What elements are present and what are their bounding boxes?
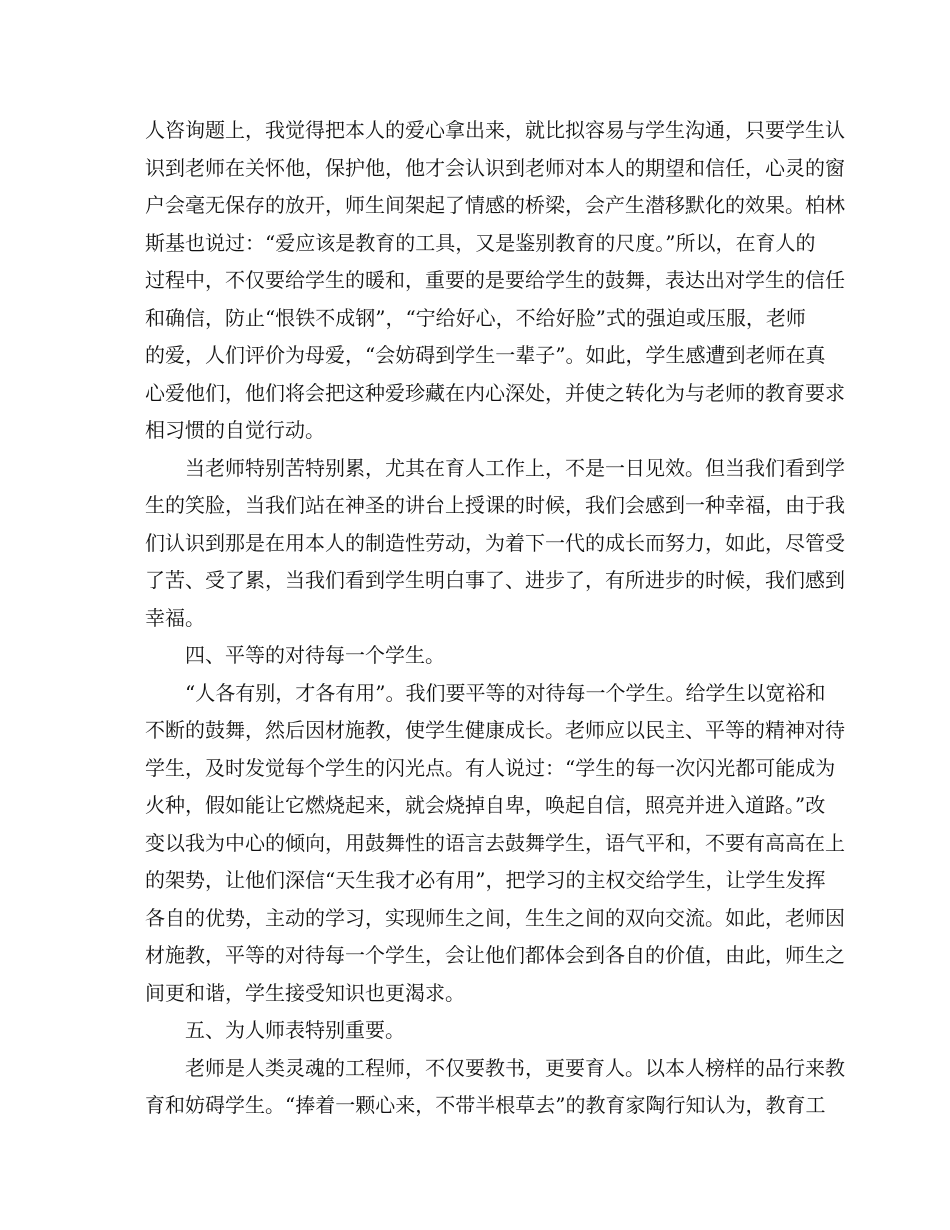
paragraph-start-line: 老师是人类灵魂的工程师，不仅要教书，更要育人。以本人榜样的品行来教 (185, 1055, 845, 1080)
paragraph-start-line: “人各有别，才各有用”。我们要平等的对待每一个学生。给学生以宽裕和 (185, 680, 826, 705)
text-line: 间更和谐，学生接受知识也更渴求。 (145, 980, 465, 1005)
body-text (145, 112, 845, 1125)
text-line: 各自的优势，主动的学习，实现师生之间，生生之间的双向交流。如此，老师因 (145, 905, 845, 930)
text-line: 人咨询题上，我觉得把本人的爱心拿出来，就比拟容易与学生沟通，只要学生认 (145, 118, 845, 142)
text-line: 火种，假如能让它燃烧起来，就会烧掉自卑，唤起自信，照亮并进入道路。”改 (145, 793, 826, 817)
text-line: 材施教，平等的对待每一个学生，会让他们都体会到各自的价值，由此，师生之 (145, 943, 845, 967)
text-line: 相习惯的自觉行动。 (145, 418, 325, 442)
text-line: 户会毫无保存的放开，师生间架起了情感的桥梁，会产生潜移默化的效果。柏林 (145, 193, 845, 217)
text-line: 的架势，让他们深信“天生我才必有用”，把学习的主权交给学生，让学生发挥 (145, 868, 826, 892)
text-line: 了苦、受了累，当我们看到学生明白事了、进步了，有所进步的时候，我们感到 (145, 568, 845, 592)
section-heading: 四、平等的对待每一个学生。 (185, 643, 445, 667)
text-line: 斯基也说过：“爱应该是教育的工具，又是鉴别教育的尺度。”所以，在育人的 (145, 230, 816, 255)
paragraph-start-line: 当老师特别苦特别累，尤其在育人工作上，不是一日见效。但当我们看到学 (185, 455, 845, 480)
text-line: 过程中，不仅要给学生的暖和，重要的是要给学生的鼓舞，表达出对学生的信任 (145, 268, 845, 292)
text-line: 生的笑脸，当我们站在神圣的讲台上授课的时候，我们会感到一种幸福，由于我 (145, 493, 845, 517)
text-line: 幸福。 (145, 605, 205, 630)
text-line: 变以我为中心的倾向，用鼓舞性的语言去鼓舞学生，语气平和，不要有高高在上 (145, 830, 845, 855)
text-line: 心爱他们，他们将会把这种爱珍藏在内心深处，并使之转化为与老师的教育要求 (145, 380, 845, 405)
text-line: 们认识到那是在用本人的制造性劳动，为着下一代的成长而努力，如此，尽管受 (145, 530, 845, 555)
text-line: 识到老师在关怀他，保护他，他才会认识到老师对本人的期望和信任，心灵的窗 (145, 155, 845, 180)
text-line: 的爱，人们评价为母爱，“会妨碍到学生一辈子”。如此，学生感遭到老师在真 (145, 343, 826, 367)
text-line: 不断的鼓舞，然后因材施教，使学生健康成长。老师应以民主、平等的精神对待 (145, 718, 845, 742)
text-line: 育和妨碍学生。“捧着一颗心来，不带半根草去”的教育家陶行知认为，教育工 (145, 1093, 826, 1117)
text-line: 和确信，防止“恨铁不成钢”，“宁给好心，不给好脸”式的强迫或压服，老师 (145, 305, 806, 330)
section-heading: 五、为人师表特别重要。 (185, 1018, 405, 1042)
text-line: 学生，及时发觉每个学生的闪光点。有人说过：“学生的每一次闪光都可能成为 (145, 755, 836, 780)
